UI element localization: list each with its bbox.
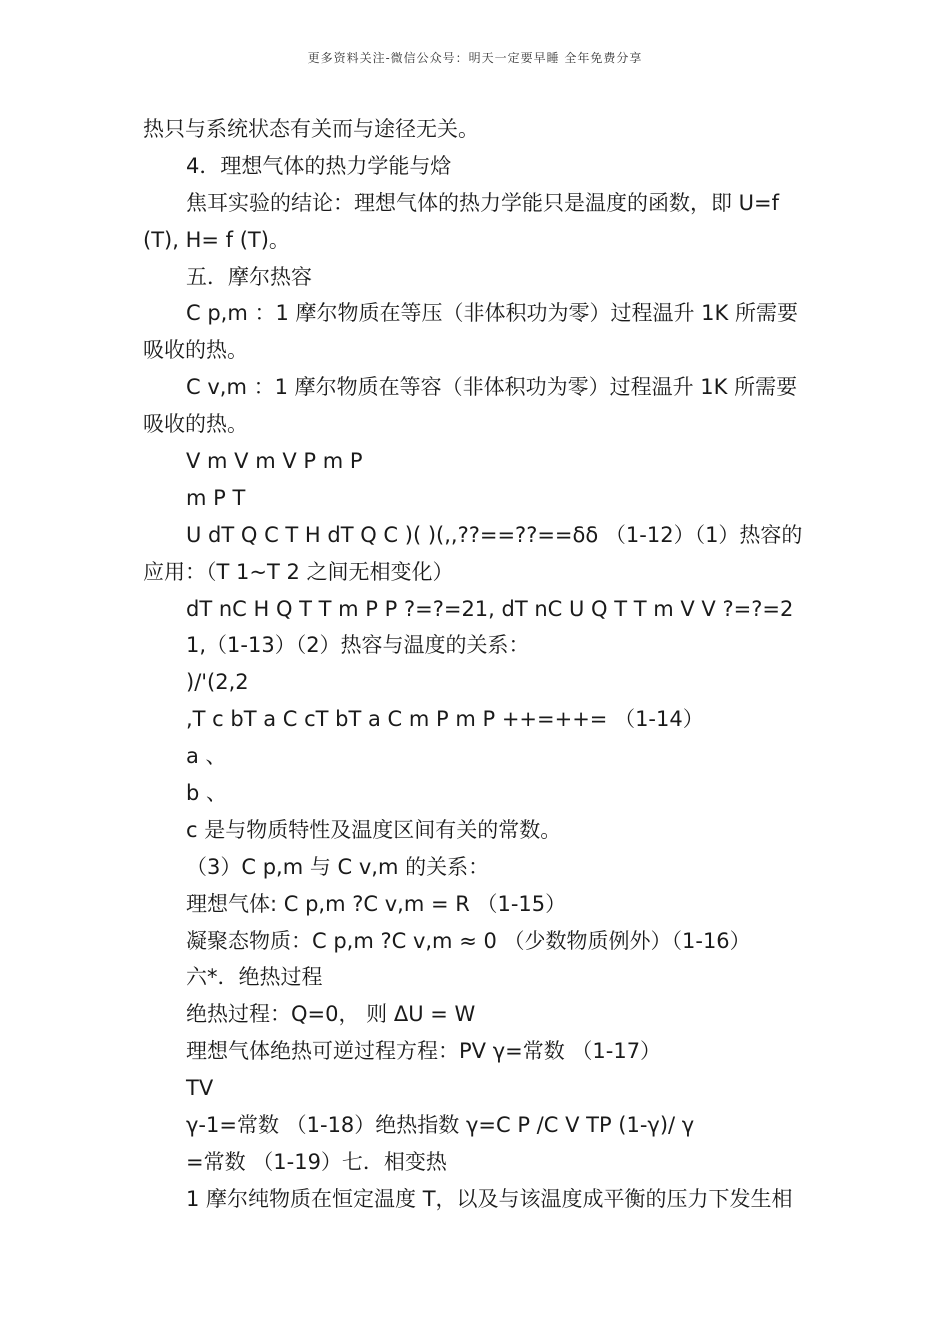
text-line: V m V m V P m P — [186, 449, 363, 474]
text-line: 六*．绝热过程 — [186, 965, 323, 990]
text-line: b 、 — [186, 781, 228, 806]
text-line: 凝聚态物质：C p,m ?C v,m ≈ 0 （少数物质例外）（1-16） — [186, 928, 751, 953]
text-line: C p,m ：1 摩尔物质在等压（非体积功为零）过程温升 1K 所需要 — [186, 301, 798, 326]
text-line: 五．摩尔热容 — [186, 264, 312, 289]
text-line: 理想气体绝热可逆过程方程：PV γ=常数 （1-17） — [186, 1039, 662, 1064]
text-line: 4．理想气体的热力学能与焓 — [186, 153, 452, 178]
text-line: 理想气体: C p,m ?C v,m = R （1-15） — [186, 891, 567, 916]
text-line: dT nC H Q T T m P P ?=?=21, dT nC U Q T T m V V ?=?=2 — [186, 596, 794, 621]
text-line: 吸收的热。 — [143, 412, 248, 437]
text-line: )/'(2,2 — [186, 670, 249, 695]
text-line: TV — [186, 1076, 214, 1101]
text-line: 吸收的热。 — [143, 338, 248, 363]
text-line: m P T — [186, 485, 246, 510]
text-line: 1 摩尔纯物质在恒定温度 T，以及与该温度成平衡的压力下发生相 — [186, 1186, 793, 1211]
document-body — [143, 111, 808, 1218]
text-line: c 是与物质特性及温度区间有关的常数。 — [186, 817, 562, 842]
text-line: U dT Q C T H dT Q C )( )(,,??==??==δδ （1-12）（1）热容的 — [186, 522, 803, 547]
text-line: =常数 （1-19）七．相变热 — [186, 1149, 447, 1174]
text-line: 绝热过程：Q=0， 则 ΔU = W — [186, 1002, 476, 1027]
text-line: C v,m ：1 摩尔物质在等容（非体积功为零）过程温升 1K 所需要 — [186, 375, 798, 400]
text-line: (T), H= f (T)。 — [143, 227, 290, 252]
text-line: 焦耳实验的结论：理想气体的热力学能只是温度的函数，即 U=f — [186, 190, 780, 215]
text-line: 热只与系统状态有关而与途径无关。 — [143, 117, 479, 141]
text-line: （3）C p,m 与 C v,m 的关系： — [186, 854, 490, 879]
text-line: 应用：（T 1~T 2 之间无相变化） — [143, 559, 454, 584]
text-line: a 、 — [186, 744, 227, 769]
text-line: 1,（1-13）（2）热容与温度的关系： — [186, 633, 530, 658]
page-header: 更多资料关注-微信公众号：明天一定要早睡 全年免费分享 — [307, 51, 643, 65]
text-line: ,T c bT a C cT bT a C m P m P ++=++= （1-14） — [186, 707, 704, 732]
text-line: γ-1=常数 （1-18）绝热指数 γ=C P /C V TP (1-γ)/ γ — [186, 1113, 695, 1138]
